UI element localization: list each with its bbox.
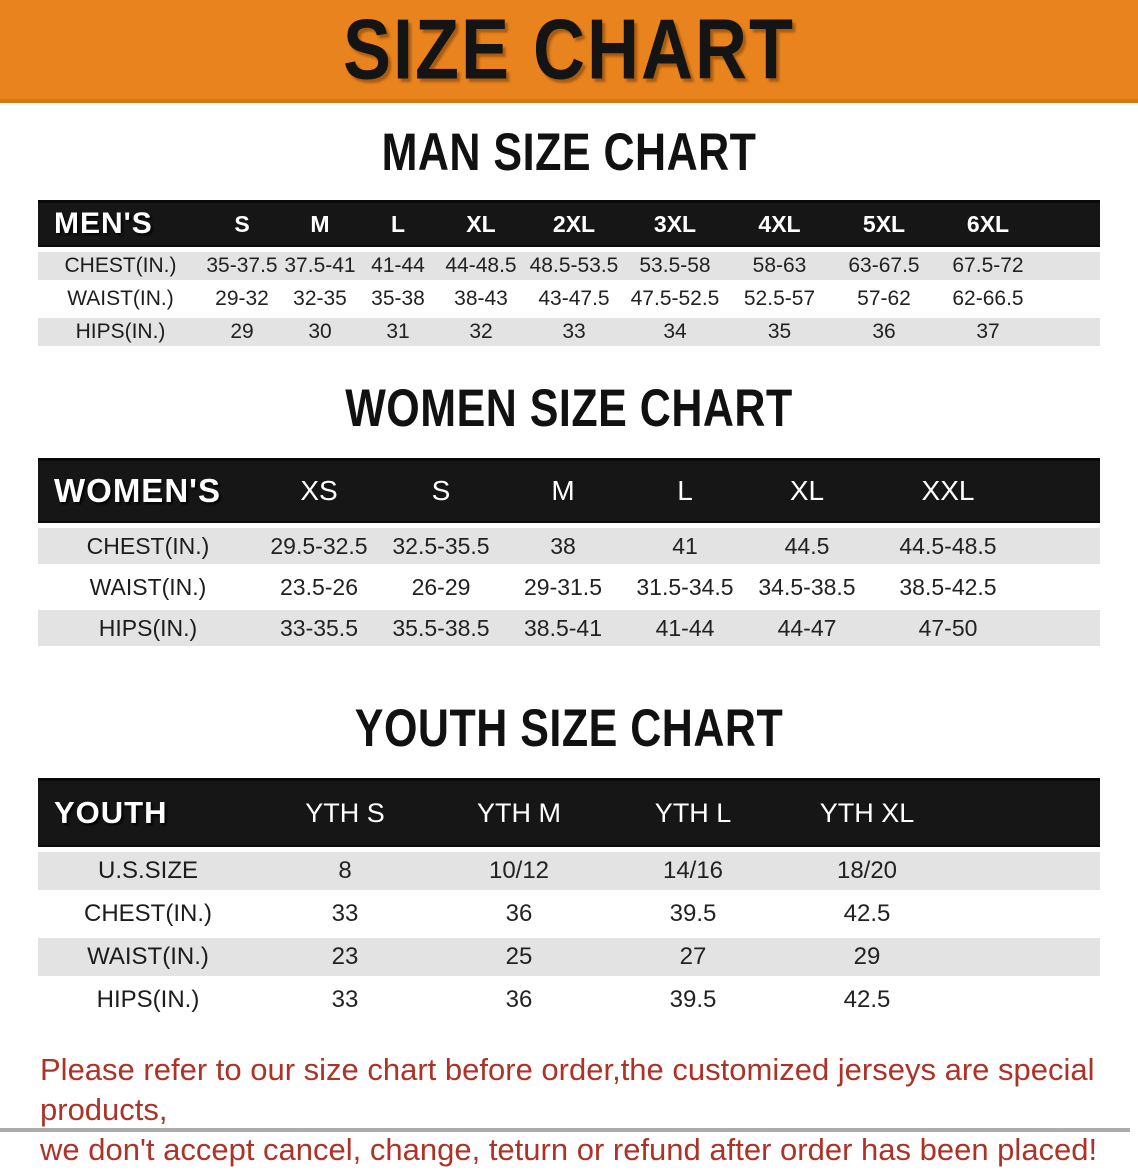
cell: 42.5: [780, 981, 954, 1019]
cell: 44-47: [746, 610, 868, 646]
cell: 36: [432, 895, 606, 933]
cell: 41-44: [359, 252, 437, 280]
youth-size-table-row-2: [38, 938, 1100, 976]
men-size-table-header-row: [38, 200, 1100, 247]
cell: 42.5: [780, 895, 954, 933]
youth-size-table-header-row: [38, 778, 1100, 847]
cell: 58-63: [727, 252, 832, 280]
disclaimer-line-2: we don't accept cancel, change, teturn or refund after order has been placed!: [40, 1132, 1098, 1167]
youth-size-table-corner-label: YOUTH: [38, 778, 258, 847]
cell: 32: [437, 318, 525, 346]
men-size-table-col-2: L: [359, 200, 437, 247]
women-section-heading: [0, 379, 1138, 439]
cell: 27: [606, 938, 780, 976]
cell: 52.5-57: [727, 285, 832, 313]
women-size-table-corner-label: WOMEN'S: [38, 458, 258, 523]
men-size-table-col-4: 2XL: [525, 200, 623, 247]
cell: 32-35: [281, 285, 359, 313]
cell: 23: [258, 938, 432, 976]
banner: [0, 0, 1138, 103]
cell: 31.5-34.5: [624, 569, 746, 605]
youth-section-heading: [0, 699, 1138, 759]
youth-size-table-col-1: YTH M: [432, 778, 606, 847]
cell: 29.5-32.5: [258, 528, 380, 564]
women-size-table-col-2: M: [502, 458, 624, 523]
cell: 8: [258, 852, 432, 890]
cell: 29-31.5: [502, 569, 624, 605]
cell: 31: [359, 318, 437, 346]
row-label: HIPS(IN.): [38, 610, 258, 646]
cell: 41: [624, 528, 746, 564]
cell: 36: [832, 318, 936, 346]
cell: 39.5: [606, 981, 780, 1019]
row-label: CHEST(IN.): [38, 528, 258, 564]
disclaimer-line-1: Please refer to our size chart before order,the customized jerseys are special products,: [40, 1052, 1095, 1127]
cell: 39.5: [606, 895, 780, 933]
spacer-cell: [1028, 610, 1100, 646]
men-size-table-row-1: [38, 285, 1100, 313]
disclaimer: [40, 1050, 1098, 1170]
youth-size-table-row-0: [38, 852, 1100, 890]
cell: 67.5-72: [936, 252, 1040, 280]
spacer-cell: [1040, 318, 1100, 346]
men-size-table-wrap: [0, 195, 1138, 351]
bottom-edge-line: [0, 1128, 1130, 1132]
cell: 30: [281, 318, 359, 346]
women-size-table: [38, 453, 1100, 651]
women-heading-text: WOMEN SIZE CHART: [345, 379, 793, 439]
cell: 23.5-26: [258, 569, 380, 605]
women-size-table-row-2: [38, 610, 1100, 646]
section-youth: [0, 699, 1138, 1024]
cell: 18/20: [780, 852, 954, 890]
cell: 34: [623, 318, 727, 346]
cell: 41-44: [624, 610, 746, 646]
cell: 47.5-52.5: [623, 285, 727, 313]
cell: 43-47.5: [525, 285, 623, 313]
cell: 57-62: [832, 285, 936, 313]
women-size-table-col-1: S: [380, 458, 502, 523]
cell: 44.5: [746, 528, 868, 564]
men-size-table-row-2: [38, 318, 1100, 346]
men-size-table-row-0: [38, 252, 1100, 280]
youth-size-table-wrap: [0, 773, 1138, 1024]
cell: 25: [432, 938, 606, 976]
cell: 33: [258, 895, 432, 933]
men-size-table-col-1: M: [281, 200, 359, 247]
cell: 33: [258, 981, 432, 1019]
row-label: CHEST(IN.): [38, 252, 203, 280]
women-size-table-col-5: XXL: [868, 458, 1028, 523]
row-label: WAIST(IN.): [38, 569, 258, 605]
spacer-cell: [954, 852, 1100, 890]
women-size-table-wrap: [0, 453, 1138, 651]
cell: 44.5-48.5: [868, 528, 1028, 564]
row-label: HIPS(IN.): [38, 981, 258, 1019]
men-size-table-col-7: 5XL: [832, 200, 936, 247]
row-label: HIPS(IN.): [38, 318, 203, 346]
men-size-table-corner-label: MEN'S: [38, 200, 203, 247]
cell: 62-66.5: [936, 285, 1040, 313]
men-size-table-col-8: 6XL: [936, 200, 1040, 247]
row-label: WAIST(IN.): [38, 938, 258, 976]
youth-size-table-row-1: [38, 895, 1100, 933]
cell: 63-67.5: [832, 252, 936, 280]
men-section-heading: [0, 123, 1138, 183]
youth-size-table: [38, 773, 1100, 1024]
men-size-table-col-0: S: [203, 200, 281, 247]
youth-size-table-row-3: [38, 981, 1100, 1019]
cell: 10/12: [432, 852, 606, 890]
women-size-table-col-0: XS: [258, 458, 380, 523]
cell: 48.5-53.5: [525, 252, 623, 280]
banner-title: SIZE CHART: [343, 2, 795, 97]
youth-size-table-col-0: YTH S: [258, 778, 432, 847]
youth-size-table-col-2: YTH L: [606, 778, 780, 847]
youth-size-table-col-3: YTH XL: [780, 778, 954, 847]
spacer-cell: [954, 895, 1100, 933]
cell: 26-29: [380, 569, 502, 605]
row-label: CHEST(IN.): [38, 895, 258, 933]
men-size-table-col-3: XL: [437, 200, 525, 247]
youth-heading-text: YOUTH SIZE CHART: [354, 699, 784, 759]
spacer-cell: [954, 938, 1100, 976]
cell: 29: [780, 938, 954, 976]
cell: 29: [203, 318, 281, 346]
cell: 38: [502, 528, 624, 564]
women-size-table-col-3: L: [624, 458, 746, 523]
cell: 35-38: [359, 285, 437, 313]
men-size-table: [38, 195, 1100, 351]
men-heading-text: MAN SIZE CHART: [381, 123, 757, 183]
cell: 36: [432, 981, 606, 1019]
cell: 35.5-38.5: [380, 610, 502, 646]
cell: 14/16: [606, 852, 780, 890]
cell: 53.5-58: [623, 252, 727, 280]
women-size-table-spacer: [1028, 458, 1100, 523]
spacer-cell: [1040, 285, 1100, 313]
men-size-table-col-5: 3XL: [623, 200, 727, 247]
cell: 29-32: [203, 285, 281, 313]
spacer-cell: [1040, 252, 1100, 280]
cell: 32.5-35.5: [380, 528, 502, 564]
cell: 34.5-38.5: [746, 569, 868, 605]
spacer-cell: [954, 981, 1100, 1019]
cell: 38.5-42.5: [868, 569, 1028, 605]
spacer-cell: [1028, 528, 1100, 564]
cell: 33-35.5: [258, 610, 380, 646]
cell: 38-43: [437, 285, 525, 313]
women-size-table-col-4: XL: [746, 458, 868, 523]
cell: 44-48.5: [437, 252, 525, 280]
section-women: [0, 379, 1138, 651]
men-size-table-spacer: [1040, 200, 1100, 247]
cell: 37.5-41: [281, 252, 359, 280]
women-size-table-row-0: [38, 528, 1100, 564]
row-label: WAIST(IN.): [38, 285, 203, 313]
row-label: U.S.SIZE: [38, 852, 258, 890]
spacer-cell: [1028, 569, 1100, 605]
youth-size-table-spacer: [954, 778, 1100, 847]
men-size-table-col-6: 4XL: [727, 200, 832, 247]
cell: 35: [727, 318, 832, 346]
cell: 35-37.5: [203, 252, 281, 280]
section-men: [0, 123, 1138, 351]
cell: 47-50: [868, 610, 1028, 646]
cell: 33: [525, 318, 623, 346]
cell: 37: [936, 318, 1040, 346]
women-size-table-row-1: [38, 569, 1100, 605]
cell: 38.5-41: [502, 610, 624, 646]
women-size-table-header-row: [38, 458, 1100, 523]
